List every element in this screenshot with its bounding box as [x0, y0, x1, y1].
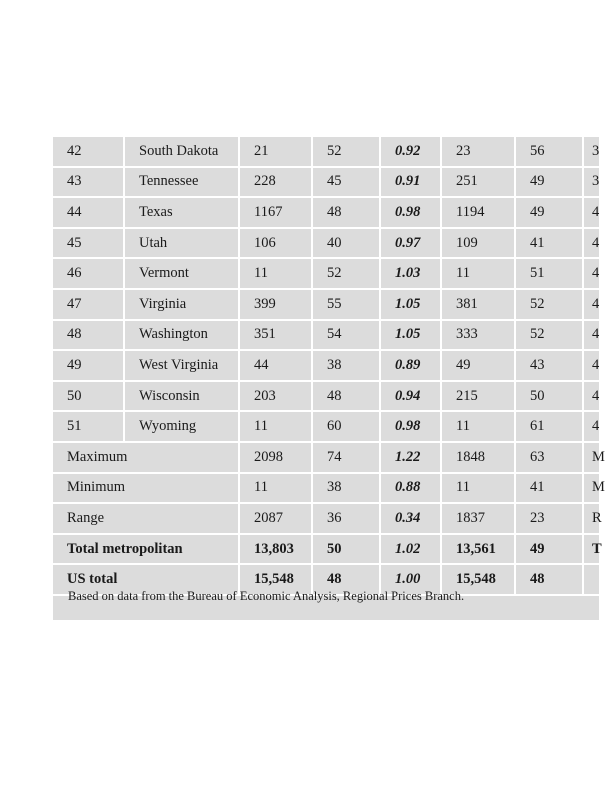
ratio-cell: 0.91 — [380, 167, 441, 198]
value-cell: M — [583, 442, 613, 473]
state-cell: West Virginia — [124, 350, 239, 381]
value-cell: 41 — [515, 473, 583, 504]
value-cell: 4 — [583, 411, 613, 442]
value-cell: 4 — [583, 258, 613, 289]
table-row — [53, 258, 613, 289]
ratio-cell: 0.89 — [380, 350, 441, 381]
table-row — [53, 289, 613, 320]
value-cell: 48 — [312, 197, 380, 228]
table-row — [53, 411, 613, 442]
value-cell: R — [583, 503, 613, 534]
value-cell: 399 — [239, 289, 312, 320]
value-cell: 251 — [441, 167, 515, 198]
value-cell: 56 — [515, 137, 583, 167]
state-cell: Wyoming — [124, 411, 239, 442]
table-row — [53, 137, 613, 167]
summary-row — [53, 442, 613, 473]
value-cell: 52 — [515, 289, 583, 320]
summary-row — [53, 534, 613, 565]
value-cell: 49 — [515, 534, 583, 565]
data-table-panel — [53, 137, 605, 620]
value-cell: 215 — [441, 381, 515, 412]
state-cell: Utah — [124, 228, 239, 259]
summary-row — [53, 503, 613, 534]
ratio-cell: 0.88 — [380, 473, 441, 504]
value-cell: 41 — [515, 228, 583, 259]
value-cell: 4 — [583, 197, 613, 228]
state-cell: Texas — [124, 197, 239, 228]
table-body — [53, 137, 613, 595]
value-cell: 40 — [312, 228, 380, 259]
value-cell: 333 — [441, 320, 515, 351]
rank-cell: 49 — [53, 350, 124, 381]
value-cell: 63 — [515, 442, 583, 473]
value-cell: 4 — [583, 381, 613, 412]
state-cell: Vermont — [124, 258, 239, 289]
value-cell: 351 — [239, 320, 312, 351]
value-cell: 43 — [515, 350, 583, 381]
value-cell: 45 — [312, 167, 380, 198]
rank-cell: 44 — [53, 197, 124, 228]
state-cell: Virginia — [124, 289, 239, 320]
value-cell: 15,548 — [239, 564, 312, 595]
value-cell: M — [583, 473, 613, 504]
rank-cell: 43 — [53, 167, 124, 198]
value-cell: 52 — [312, 137, 380, 167]
value-cell: 11 — [239, 473, 312, 504]
table-row — [53, 381, 613, 412]
table-row — [53, 228, 613, 259]
value-cell: 1837 — [441, 503, 515, 534]
value-cell: 15,548 — [441, 564, 515, 595]
source-note: Based on data from the Bureau of Economic Analysis, Regional Prices Branch. — [68, 589, 465, 603]
value-cell: 228 — [239, 167, 312, 198]
value-cell: 4 — [583, 289, 613, 320]
summary-label-cell: Minimum — [53, 473, 239, 504]
value-cell: 48 — [312, 381, 380, 412]
summary-label-cell: US total — [53, 564, 239, 595]
value-cell: 11 — [239, 411, 312, 442]
value-cell: 2087 — [239, 503, 312, 534]
value-cell: 4 — [583, 350, 613, 381]
value-cell: 11 — [441, 411, 515, 442]
value-cell: 52 — [312, 258, 380, 289]
value-cell — [583, 564, 613, 595]
value-cell: 50 — [515, 381, 583, 412]
value-cell: 61 — [515, 411, 583, 442]
data-table — [53, 137, 614, 596]
value-cell: 38 — [312, 473, 380, 504]
value-cell: 106 — [239, 228, 312, 259]
value-cell: 50 — [312, 534, 380, 565]
value-cell: 23 — [441, 137, 515, 167]
value-cell: 4 — [583, 320, 613, 351]
ratio-cell: 1.00 — [380, 564, 441, 595]
ratio-cell: 0.98 — [380, 197, 441, 228]
value-cell: 3 — [583, 137, 613, 167]
value-cell: 2098 — [239, 442, 312, 473]
value-cell: 1167 — [239, 197, 312, 228]
value-cell: 13,803 — [239, 534, 312, 565]
value-cell: 60 — [312, 411, 380, 442]
value-cell: 51 — [515, 258, 583, 289]
ratio-cell: 1.05 — [380, 320, 441, 351]
ratio-cell: 0.34 — [380, 503, 441, 534]
value-cell: 11 — [441, 473, 515, 504]
table-row — [53, 320, 613, 351]
value-cell: 54 — [312, 320, 380, 351]
state-cell: Tennessee — [124, 167, 239, 198]
value-cell: 44 — [239, 350, 312, 381]
ratio-cell: 0.92 — [380, 137, 441, 167]
value-cell: 38 — [312, 350, 380, 381]
summary-label-cell: Maximum — [53, 442, 239, 473]
value-cell: 55 — [312, 289, 380, 320]
value-cell: 48 — [312, 564, 380, 595]
ratio-cell: 1.22 — [380, 442, 441, 473]
state-cell: Wisconsin — [124, 381, 239, 412]
rank-cell: 45 — [53, 228, 124, 259]
rank-cell: 48 — [53, 320, 124, 351]
value-cell: 36 — [312, 503, 380, 534]
summary-label-cell: Range — [53, 503, 239, 534]
rank-cell: 51 — [53, 411, 124, 442]
summary-label-cell: Total metropolitan — [53, 534, 239, 565]
value-cell: 381 — [441, 289, 515, 320]
value-cell: 1194 — [441, 197, 515, 228]
value-cell: 48 — [515, 564, 583, 595]
rank-cell: 50 — [53, 381, 124, 412]
value-cell: 11 — [239, 258, 312, 289]
table-row — [53, 350, 613, 381]
value-cell: 49 — [441, 350, 515, 381]
value-cell: 4 — [583, 228, 613, 259]
rank-cell: 42 — [53, 137, 124, 167]
ratio-cell: 0.97 — [380, 228, 441, 259]
value-cell: 3 — [583, 167, 613, 198]
value-cell: 49 — [515, 167, 583, 198]
value-cell: 23 — [515, 503, 583, 534]
value-cell: 52 — [515, 320, 583, 351]
summary-row — [53, 473, 613, 504]
value-cell: 13,561 — [441, 534, 515, 565]
table-row — [53, 197, 613, 228]
state-cell: South Dakota — [124, 137, 239, 167]
value-cell: 1848 — [441, 442, 515, 473]
value-cell: 203 — [239, 381, 312, 412]
rank-cell: 46 — [53, 258, 124, 289]
ratio-cell: 1.03 — [380, 258, 441, 289]
ratio-cell: 0.94 — [380, 381, 441, 412]
value-cell: 109 — [441, 228, 515, 259]
value-cell: 11 — [441, 258, 515, 289]
table-row — [53, 167, 613, 198]
state-cell: Washington — [124, 320, 239, 351]
ratio-cell: 0.98 — [380, 411, 441, 442]
value-cell: 49 — [515, 197, 583, 228]
value-cell: 21 — [239, 137, 312, 167]
ratio-cell: 1.05 — [380, 289, 441, 320]
rank-cell: 47 — [53, 289, 124, 320]
ratio-cell: 1.02 — [380, 534, 441, 565]
value-cell: 74 — [312, 442, 380, 473]
value-cell: T — [583, 534, 613, 565]
